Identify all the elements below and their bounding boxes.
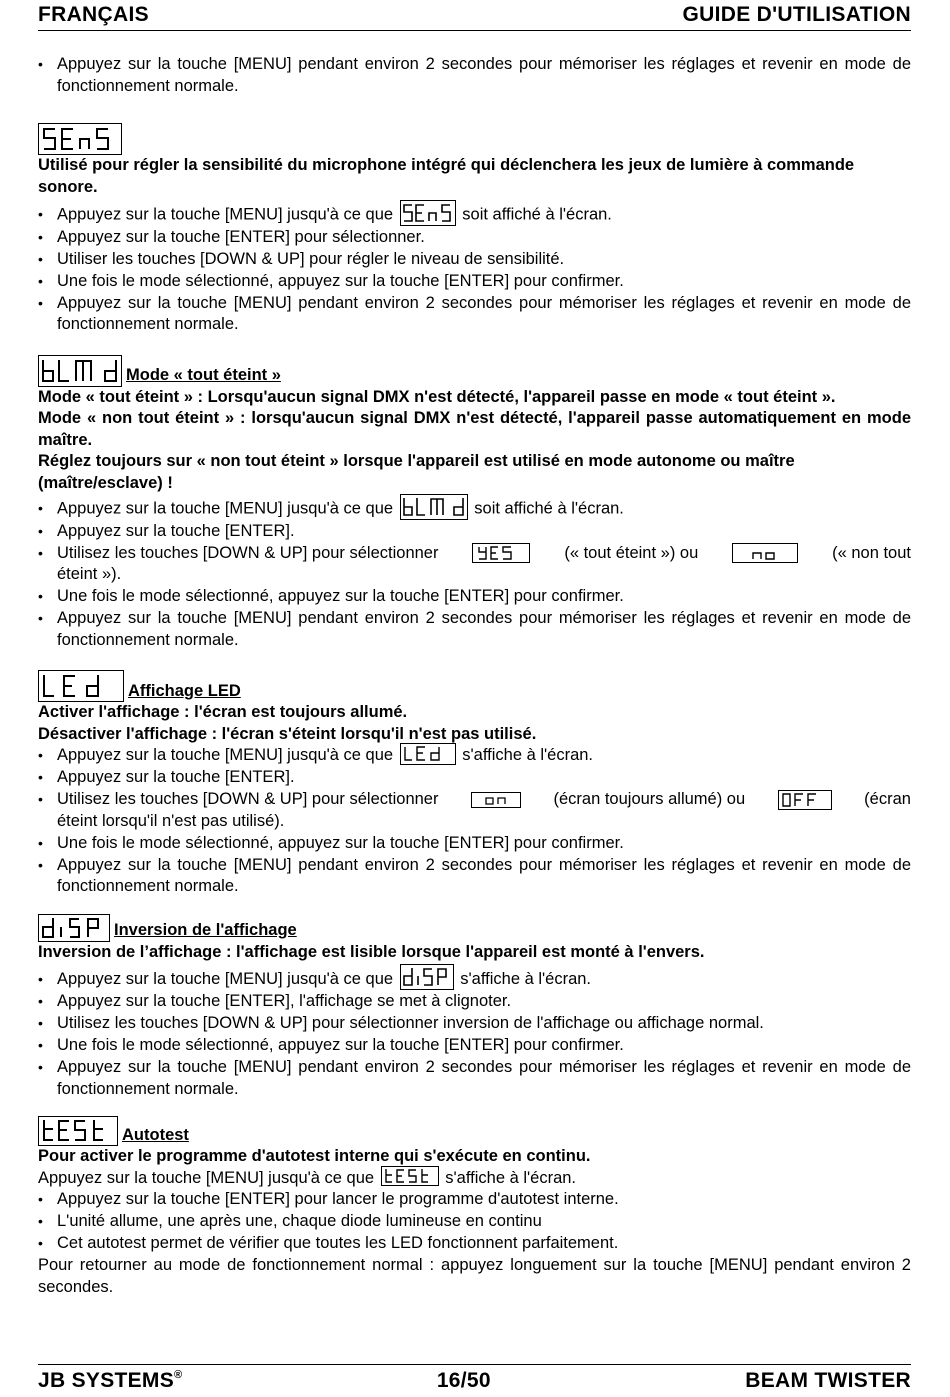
led-step-1: • Appuyez sur la touche [MENU] jusqu'à ce que s'affiche à l'écran.	[38, 745, 911, 767]
test-step-3: • Cet autotest permet de vérifier que toutes les LED fonctionnent parfaitement.	[38, 1233, 911, 1255]
disp-steps	[38, 969, 911, 1100]
sens-step-5: • Appuyez sur la touche [MENU] pendant environ 2 secondes pour mémoriser les réglages et revenir en mode de fonctionnement normale.	[38, 293, 911, 336]
test-step-1: • Appuyez sur la touche [ENTER] pour lancer le programme d'autotest interne.	[38, 1189, 911, 1211]
lcd-yes-icon	[472, 543, 530, 563]
blnd-step-1: • Appuyez sur la touche [MENU] jusqu'à ce que soit affiché à l'écran.	[38, 498, 911, 520]
footer-product-name: BEAM TWISTER	[745, 1369, 911, 1392]
footer-brand: JB SYSTEMS®	[38, 1369, 183, 1392]
sens-step-3: • Utiliser les touches [DOWN & UP] pour régler le niveau de sensibilité.	[38, 249, 911, 271]
disp-title: Inversion de l'affichage	[114, 921, 297, 939]
section-led	[38, 670, 911, 898]
header-guide-title: GUIDE D'UTILISATION	[682, 3, 911, 26]
disp-step-2: • Appuyez sur la touche [ENTER], l'affichage se met à clignoter.	[38, 991, 911, 1013]
test-desc-1: Pour activer le programme d'autotest interne qui s'exécute en continu.	[38, 1147, 591, 1165]
disp-step-5: • Appuyez sur la touche [MENU] pendant environ 2 secondes pour mémoriser les réglages et revenir en mode de fonctionnement normale.	[38, 1057, 911, 1100]
lcd-off-icon	[778, 790, 832, 810]
blnd-step-4: • Une fois le mode sélectionné, appuyez sur la touche [ENTER] pour confirmer.	[38, 586, 911, 608]
intro-bullet: • Appuyez sur la touche [MENU] pendant environ 2 secondes pour mémoriser les réglages et revenir en mode de fonctionnement normale.	[38, 54, 911, 97]
test-title: Autotest	[122, 1125, 189, 1144]
lcd-blnd-inline-icon	[400, 494, 468, 520]
led-desc-2: Désactiver l'affichage : l'écran s'éteint lorsqu'il n'est pas utilisé.	[38, 724, 537, 743]
section-blnd	[38, 355, 911, 652]
test-intro-line: Appuyez sur la touche [MENU] jusqu'à ce que s'affiche à l'écran.	[38, 1168, 911, 1190]
lcd-sens-inline-icon	[400, 200, 456, 226]
section-disp	[38, 914, 911, 1101]
lcd-test-icon	[38, 1116, 118, 1146]
lcd-test-inline-icon	[381, 1166, 439, 1186]
page-header	[38, 2, 911, 31]
blnd-desc-2: Mode « non tout éteint » : lorsqu'aucun signal DMX n'est détecté, l'appareil passe automatiquement en mode maître.	[38, 409, 911, 449]
footer-page-number: 16/50	[436, 1369, 491, 1392]
blnd-desc-3: Réglez toujours sur « non tout éteint » lorsque l'appareil est utilisé en mode autonome ou maître (maître/esclave) !	[38, 452, 795, 492]
sens-step-4: • Une fois le mode sélectionné, appuyez sur la touche [ENTER] pour confirmer.	[38, 271, 911, 293]
blnd-title: Mode « tout éteint »	[126, 366, 281, 384]
test-steps	[38, 1189, 911, 1255]
lcd-disp-icon	[38, 914, 110, 942]
sens-steps	[38, 204, 911, 336]
sens-step-2: • Appuyez sur la touche [ENTER] pour sélectionner.	[38, 227, 911, 249]
led-step-4: • Une fois le mode sélectionné, appuyez sur la touche [ENTER] pour confirmer.	[38, 833, 911, 855]
blnd-step-2: • Appuyez sur la touche [ENTER].	[38, 521, 911, 543]
lcd-disp-inline-icon	[400, 964, 454, 990]
section-test	[38, 1116, 911, 1298]
blnd-step-5: • Appuyez sur la touche [MENU] pendant environ 2 secondes pour mémoriser les réglages et revenir en mode de fonctionnement normale.	[38, 608, 911, 651]
page-footer	[38, 1364, 911, 1395]
led-title: Affichage LED	[128, 681, 241, 700]
disp-step-3: • Utilisez les touches [DOWN & UP] pour sélectionner inversion de l'affichage ou affichage normal.	[38, 1013, 911, 1035]
lcd-on-icon	[471, 792, 521, 808]
blnd-step-3: • Utilisez les touches [DOWN & UP] pour sélectionner (« tout éteint ») ou (« non tout éteint »).	[38, 543, 911, 586]
lcd-led-icon	[38, 670, 124, 702]
lcd-blnd-icon	[38, 355, 122, 387]
sens-description: Utilisé pour régler la sensibilité du microphone intégré qui déclenchera les jeux de lumière à commande sonore.	[38, 156, 855, 196]
intro-list	[38, 54, 911, 97]
disp-step-1: • Appuyez sur la touche [MENU] jusqu'à ce que s'affiche à l'écran.	[38, 969, 911, 991]
test-step-2: • L'unité allume, une après une, chaque diode lumineuse en continu	[38, 1211, 911, 1233]
sens-step-1: • Appuyez sur la touche [MENU] jusqu'à ce que soit affiché à l'écran.	[38, 204, 911, 226]
lcd-led-inline-icon	[400, 743, 456, 765]
page-content	[38, 54, 911, 1298]
led-steps	[38, 745, 911, 898]
disp-desc-1: Inversion de l’affichage : l'affichage est lisible lorsque l'appareil est monté à l'envers.	[38, 942, 705, 961]
test-return-note: Pour retourner au mode de fonctionnement normal : appuyez longuement sur la touche [MENU] pendant environ 2 secondes.	[38, 1256, 911, 1296]
led-step-2: • Appuyez sur la touche [ENTER].	[38, 767, 911, 789]
blnd-steps	[38, 498, 911, 651]
lcd-sens-icon	[38, 123, 122, 155]
lcd-no-icon	[732, 543, 798, 563]
disp-step-4: • Une fois le mode sélectionné, appuyez sur la touche [ENTER] pour confirmer.	[38, 1035, 911, 1057]
header-language: FRANÇAIS	[38, 3, 149, 26]
blnd-desc-1: Mode « tout éteint » : Lorsqu'aucun signal DMX n'est détecté, l'appareil passe en mode « tout éteint ».	[38, 387, 836, 406]
registered-mark: ®	[174, 1369, 183, 1381]
led-desc-1: Activer l'affichage : l'écran est toujours allumé.	[38, 703, 408, 721]
section-sens	[38, 123, 911, 336]
led-step-3: • Utilisez les touches [DOWN & UP] pour sélectionner (écran toujours allumé) ou (écran éteint lorsqu'il n'est pas utilisé).	[38, 789, 911, 832]
led-step-5: • Appuyez sur la touche [MENU] pendant environ 2 secondes pour mémoriser les réglages et revenir en mode de fonctionnement normale.	[38, 855, 911, 898]
